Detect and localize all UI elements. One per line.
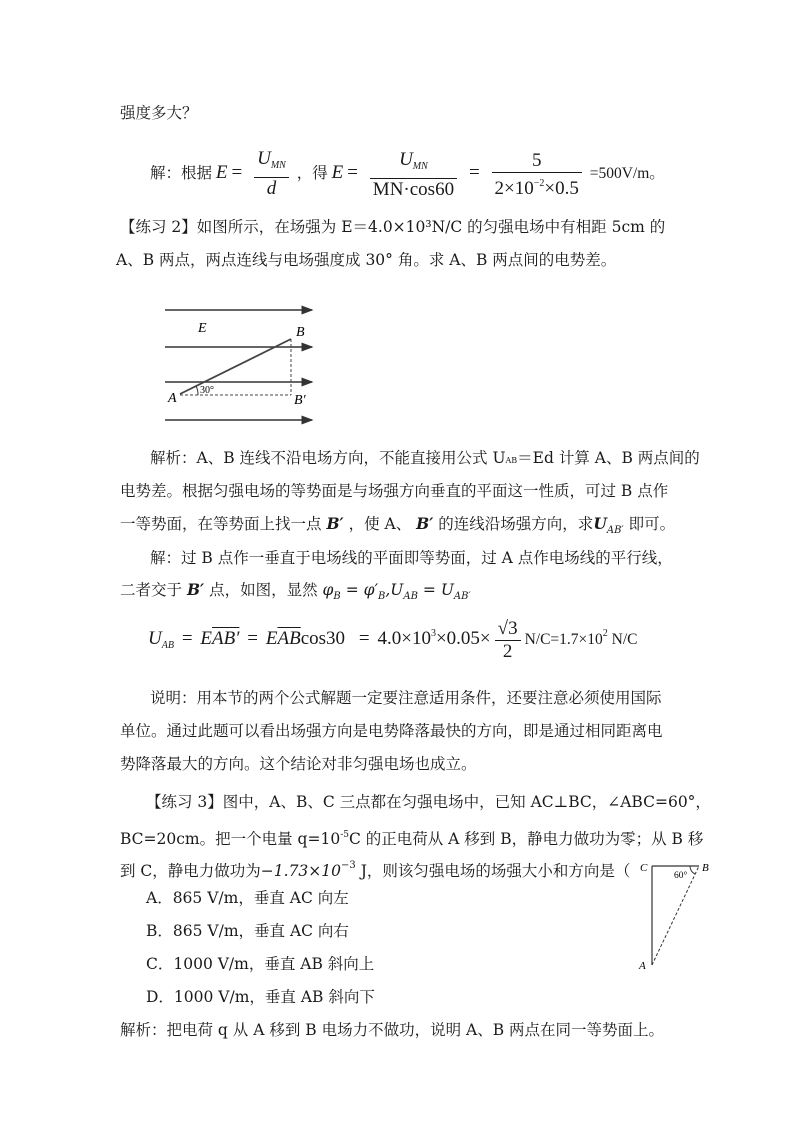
math-operator: =	[422, 581, 436, 599]
exercise-3-line: 【练习 3】图中，A、B、C 三点都在匀强电场中，已知 AC⊥BC，∠ABC=60°，	[146, 793, 711, 811]
text: C 的正电荷从 A 移到 B，静电力做功为零；从 B 移	[348, 830, 704, 848]
label-b-prime: B′	[294, 393, 306, 408]
formula-uab	[148, 618, 638, 663]
math-subscript: MN	[270, 160, 286, 171]
math-operator: =	[347, 162, 358, 184]
text: ，使 A、	[348, 515, 412, 533]
option-a: A．865 V/m，垂直 AC 向左	[146, 889, 349, 907]
math-symbol: AB′	[212, 628, 240, 650]
math-operator: =	[231, 162, 243, 184]
text: 点，如图，显然	[209, 581, 318, 599]
exercise-2-line: 【练习 2】如图所示，在场强为 E＝4.0×10³N/C 的匀强电场中有相距 5cm 的	[120, 218, 666, 236]
math-superscript: 2	[602, 628, 608, 640]
label-b: B	[702, 862, 709, 874]
triangle-diagram	[636, 858, 716, 973]
math-subscript: AB	[161, 640, 174, 652]
math-text: J	[355, 862, 367, 880]
math-symbol: d	[266, 178, 277, 199]
math-superscript: −3	[341, 860, 356, 871]
text: 解：根据	[150, 164, 213, 183]
math-subscript: AB′	[453, 591, 471, 602]
math-symbol: B′	[186, 580, 205, 599]
math-subscript: MN	[412, 160, 428, 172]
math-subscript: B	[333, 591, 341, 602]
math-symbol: φ	[322, 581, 334, 599]
analysis-line	[150, 448, 700, 471]
math-symbol: U	[399, 148, 413, 170]
math-symbol: U	[257, 148, 271, 169]
math-symbol: U	[148, 628, 162, 650]
math-superscript: −2	[533, 177, 545, 189]
math-text: ×0.05×	[435, 628, 491, 650]
math-symbol: B′	[326, 514, 344, 533]
math-text: 4.0×10	[377, 628, 431, 650]
label-a: A	[168, 391, 177, 406]
note-line: 说明：用本节的两个公式解题一定要注意适用条件，还要注意必须使用国际	[150, 689, 662, 707]
math-numerator: √3	[495, 618, 521, 641]
math-symbol: U	[440, 581, 454, 599]
math-operator: =	[247, 628, 258, 650]
angle-arc	[196, 386, 198, 395]
math-text: N/C	[607, 631, 638, 649]
text: 二者交于	[120, 581, 183, 599]
text-line: 强度多大？	[120, 104, 198, 122]
label-angle: 30°	[200, 385, 214, 396]
fraction	[254, 148, 289, 201]
text: ，则该匀强电场的场强大小和方向是（	[366, 862, 631, 880]
math-symbol: $\overline{AB}$	[277, 628, 301, 650]
text: 的连线沿场强方向，求	[438, 515, 594, 533]
math-superscript: 3	[430, 628, 436, 640]
math-subscript: AB	[403, 591, 418, 602]
fraction	[370, 149, 457, 201]
math-operator: =	[358, 628, 370, 650]
text: =500V/m。	[589, 165, 665, 183]
text: ＝Ed 计算 A、B 两点间的	[517, 449, 700, 467]
analysis-line	[120, 514, 675, 541]
math-text: 2×10	[494, 177, 534, 199]
math-symbol: E	[200, 628, 213, 650]
exercise-2-line: A、B 两点，两点连线与电场强度成 30° 角。求 A、B 两点间的电势差。	[116, 251, 617, 269]
math-symbol: ,U	[385, 581, 404, 599]
math-operator: =	[468, 162, 480, 184]
math-symbol: U	[593, 514, 607, 533]
math-denominator: MN·cos60	[372, 178, 455, 200]
field-diagram	[160, 300, 320, 430]
option-d: D．1000 V/m，垂直 AB 斜向下	[146, 988, 375, 1006]
math-symbol: E	[331, 162, 344, 184]
math-text: cos30	[300, 628, 346, 650]
text: ，得	[296, 164, 328, 183]
label-e: E	[198, 321, 207, 336]
analysis-line: 解析：把电荷 q 从 A 移到 B 电场力不做功，说明 A、B 两点在同一等势面上。	[120, 1021, 665, 1039]
note-line: 单位。通过此题可以看出场强方向是电势降落最快的方向，即是通过相同距离电	[120, 722, 663, 740]
angle-arc	[690, 866, 695, 874]
text: BC=20cm。把一个电量 q=10	[120, 830, 341, 848]
superscript: -5	[340, 830, 349, 840]
option-c: C．1000 V/m，垂直 AB 斜向上	[146, 955, 375, 973]
solution-line: 解：过 B 点作一垂直于电场线的平面即等势面，过 A 点作电场线的平行线，	[150, 549, 673, 567]
math-text: −1.73×10	[260, 862, 342, 880]
math-text: ×0.5	[544, 177, 579, 199]
math-symbol: E	[215, 162, 228, 184]
math-denominator: 2	[502, 641, 513, 662]
fraction	[492, 150, 582, 200]
solution-1-formula	[150, 148, 665, 201]
subscript: AB	[505, 456, 518, 465]
math-operator: =	[181, 628, 193, 650]
math-subscript: B	[378, 591, 386, 602]
text: 解析：A、B 连线不沿电场方向，不能直接用公式 U	[150, 449, 506, 467]
exercise-3-line	[120, 856, 630, 881]
label-c: C	[640, 862, 648, 874]
text: 一等势面，在等势面上找一点	[120, 515, 322, 533]
label-b: B	[296, 325, 305, 340]
text: 到 C，静电力做功为	[120, 862, 261, 880]
text: 即可。	[628, 515, 676, 533]
math-numerator: 5	[492, 150, 582, 173]
solution-line	[120, 580, 471, 607]
math-symbol: B′	[416, 514, 434, 533]
label-a: A	[639, 960, 646, 972]
math-subscript: AB′	[606, 525, 624, 536]
fraction	[495, 618, 521, 663]
option-b: B．865 V/m，垂直 AC 向右	[146, 922, 349, 940]
math-symbol: φ′	[363, 581, 379, 599]
math-symbol: E	[265, 628, 278, 650]
analysis-line: 电势差。根据匀强电场的等势面是与场强方向垂直的平面这一性质，可过 B 点作	[120, 482, 669, 500]
math-text: N/C=1.7×10	[524, 631, 603, 649]
math-operator: =	[345, 581, 359, 599]
exercise-3-line	[120, 825, 703, 849]
label-angle: 60°	[674, 871, 688, 881]
note-line: 势降落最大的方向。这个结论对非匀强电场也成立。	[120, 755, 477, 773]
